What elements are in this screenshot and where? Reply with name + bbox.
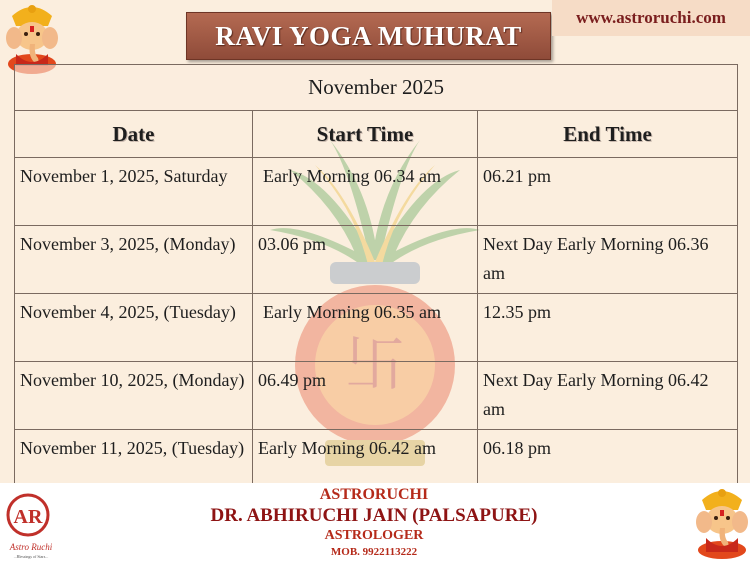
ganesha-icon [694, 488, 750, 560]
logo-text: Astro Ruchi [9, 542, 53, 552]
cell-end-time: Next Day Early Morning 06.36 am [478, 226, 738, 294]
cell-start-time: Early Morning 06.35 am [253, 294, 478, 362]
cell-end-time: Next Day Early Morning 06.42 am [478, 362, 738, 430]
logo-tagline: ...Blessings of Stars... [13, 554, 49, 559]
website-url[interactable]: www.astroruchi.com [552, 0, 750, 36]
cell-end-time: 06.21 pm [478, 158, 738, 226]
footer [0, 483, 750, 563]
svg-text:卐: 卐 [345, 330, 405, 400]
cell-date: November 10, 2025, (Monday) [15, 362, 253, 430]
column-header-date: Date [15, 111, 253, 158]
cell-start-time: 03.06 pm [253, 226, 478, 294]
cell-date: November 3, 2025, (Monday) [15, 226, 253, 294]
muhurat-table [14, 64, 738, 483]
table-row [15, 294, 738, 362]
astrologer-name: DR. ABHIRUCHI JAIN (PALSAPURE) [210, 505, 538, 526]
footer-brand: ASTRORUCHI [319, 486, 429, 503]
page-title: RAVI YOGA MUHURAT [186, 12, 551, 60]
astroruchi-logo-icon [4, 487, 60, 559]
cell-start-time: 06.49 pm [253, 362, 478, 430]
astrologer-role: ASTROLOGER [324, 528, 424, 543]
table-row [15, 362, 738, 430]
cell-date: November 11, 2025, (Tuesday) [15, 430, 253, 484]
column-header-end-time: End Time [478, 111, 738, 158]
cell-start-time: Early Morning 06.42 am [253, 430, 478, 484]
cell-end-time: 12.35 pm [478, 294, 738, 362]
table-row [15, 430, 738, 484]
table-row [15, 158, 738, 226]
cell-date: November 1, 2025, Saturday [15, 158, 253, 226]
svg-text:AR: AR [13, 506, 43, 528]
table-row [15, 226, 738, 294]
cell-date: November 4, 2025, (Tuesday) [15, 294, 253, 362]
mobile-number: MOB. 9922113222 [330, 546, 418, 558]
footer-contact [150, 485, 598, 559]
month-heading: November 2025 [15, 65, 738, 111]
cell-end-time: 06.18 pm [478, 430, 738, 484]
cell-start-time: Early Morning 06.34 am [253, 158, 478, 226]
column-header-start-time: Start Time [253, 111, 478, 158]
